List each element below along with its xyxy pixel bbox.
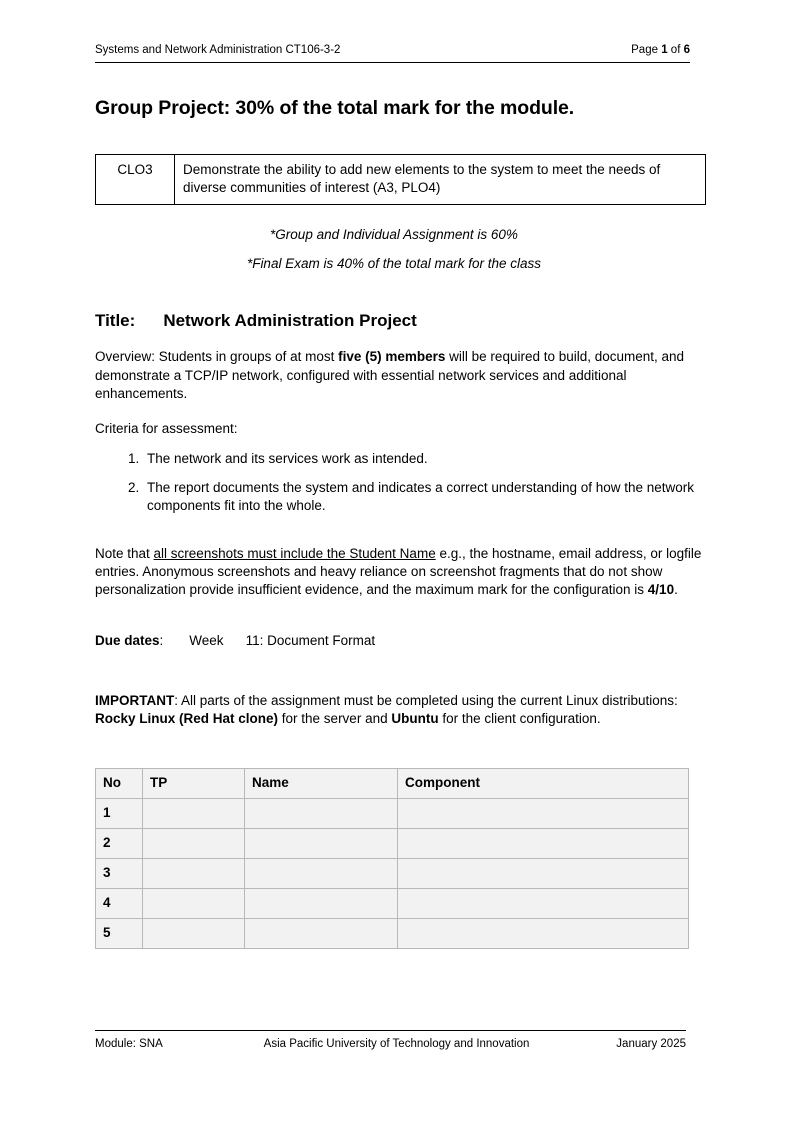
important-text-3: for the client configuration.: [438, 711, 601, 727]
components-table: [95, 768, 689, 949]
client-distro: Ubuntu: [391, 711, 439, 727]
overview-suffix: will be required to build, document, and demonstrate a TCP/IP network, configured with essential network services and additional enhancements.: [95, 349, 685, 401]
cell-component[interactable]: [398, 889, 689, 919]
important-text-2: for the server and: [278, 711, 392, 727]
cell-tp[interactable]: [143, 919, 245, 949]
screenshot-note-paragraph: [95, 545, 711, 600]
project-title: [95, 311, 711, 331]
due-dates-value: 11: Document Format: [245, 632, 376, 648]
header-course-code: Systems and Network Administration CT106-3-2: [95, 44, 341, 56]
cell-name[interactable]: [245, 859, 398, 889]
cell-name[interactable]: [245, 919, 398, 949]
cell-tp[interactable]: [143, 859, 245, 889]
page-title: Group Project: 30% of the total mark for the module.: [95, 97, 575, 119]
footer-date: January 2025: [616, 1038, 686, 1050]
overview-prefix: Overview: Students in groups of at most: [95, 349, 339, 365]
table-row: [96, 155, 706, 205]
cell-component[interactable]: [398, 859, 689, 889]
cell-name[interactable]: [245, 799, 398, 829]
important-text-1: : All parts of the assignment must be completed using the current Linux distributions:: [174, 692, 678, 708]
table-row: [96, 859, 689, 889]
page-header: [95, 44, 690, 63]
footer-module: Module: SNA: [95, 1038, 163, 1050]
cell-component[interactable]: [398, 829, 689, 859]
list-item: 2. The report documents the system and indicates a correct understanding of how the network components fit into the whole.: [143, 479, 711, 515]
cell-component[interactable]: [398, 799, 689, 829]
table-header-row: [96, 769, 689, 799]
note-suffix: .: [674, 582, 678, 598]
due-dates-week-label: Week: [189, 632, 224, 648]
row-number: 1: [96, 799, 143, 829]
overview-group-size: five (5) members: [338, 349, 446, 365]
header-of-label: of: [670, 44, 681, 56]
note-group-individual: *Group and Individual Assignment is 60%: [270, 227, 518, 243]
criteria-list: [95, 450, 711, 515]
header-total-pages: 6: [683, 44, 690, 56]
project-title-value: Network Administration Project: [163, 311, 417, 331]
cell-tp[interactable]: [143, 799, 245, 829]
row-number: 4: [96, 889, 143, 919]
column-header-no: No: [96, 769, 143, 799]
cell-name[interactable]: [245, 889, 398, 919]
header-page-indicator: [631, 44, 690, 56]
column-header-component: Component: [398, 769, 689, 799]
header-page-label: Page: [631, 44, 658, 56]
table-row: [96, 799, 689, 829]
table-row: [96, 919, 689, 949]
table-row: [96, 889, 689, 919]
project-title-label: Title:: [95, 311, 136, 331]
cell-name[interactable]: [245, 829, 398, 859]
important-label: IMPORTANT: [95, 692, 175, 708]
row-number: 5: [96, 919, 143, 949]
header-page-number: 1: [661, 44, 668, 56]
overview-paragraph: [95, 348, 711, 403]
server-distro: Rocky Linux (Red Hat clone): [95, 711, 279, 727]
row-number: 3: [96, 859, 143, 889]
page-footer: [95, 1030, 686, 1050]
page-content: [95, 44, 711, 949]
clo-code: CLO3: [96, 155, 175, 205]
criteria-heading: Criteria for assessment:: [95, 421, 238, 437]
column-header-tp: TP: [143, 769, 245, 799]
due-dates-colon: :: [159, 632, 164, 648]
note-middle: e.g., the hostname, email address, or logfile entries. Anonymous screenshots and heavy reliance on screenshot fragments that do not show personalization provide insufficient evidence, and the maximum mark for the configuration is: [95, 545, 702, 598]
note-max-mark: 4/10: [647, 582, 675, 598]
note-prefix: Note that: [95, 545, 154, 561]
row-number: 2: [96, 829, 143, 859]
column-header-name: Name: [245, 769, 398, 799]
due-dates-label: Due dates: [95, 632, 160, 648]
note-underlined-requirement: all screenshots must include the Student Name: [153, 545, 436, 561]
clo-description: Demonstrate the ability to add new elements to the system to meet the needs of diverse communities of interest (A3, PLO4): [175, 155, 706, 205]
cell-tp[interactable]: [143, 889, 245, 919]
due-dates-paragraph: [95, 632, 711, 650]
table-row: [96, 829, 689, 859]
cell-tp[interactable]: [143, 829, 245, 859]
note-final-exam: *Final Exam is 40% of the total mark for the class: [246, 256, 542, 272]
clo-table: [95, 154, 706, 205]
list-item: 1. The network and its services work as intended.: [143, 450, 711, 468]
footer-institution: Asia Pacific University of Technology and Innovation: [263, 1038, 530, 1050]
important-paragraph: [95, 692, 711, 728]
cell-component[interactable]: [398, 919, 689, 949]
